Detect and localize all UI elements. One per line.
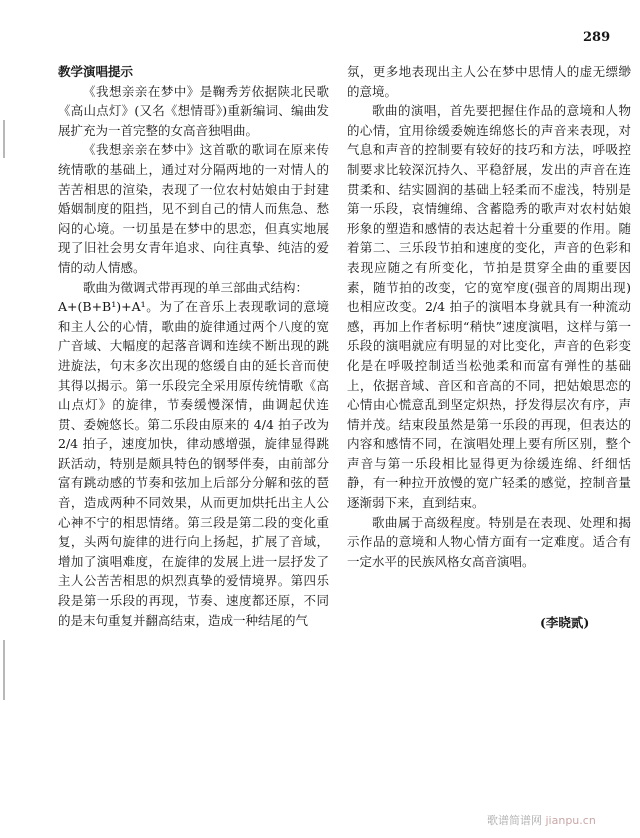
paragraph-difficulty: 歌曲属于高级程度。特别是在表现、处理和揭示作品的意境和人物心情方面有一定难度。适合有一定水平的民族风格女高音演唱。 (347, 514, 631, 569)
scan-edge-mark (3, 640, 5, 700)
section-heading: 教学演唱提示 (58, 64, 134, 79)
paragraph-continued: 氛，更多地表现出主人公在梦中思情人的虚无缥缈的意境。 (347, 64, 631, 99)
watermark (487, 812, 596, 828)
left-column (58, 62, 329, 630)
paragraph-structure: A+(B+B¹)+A¹。为了在音乐上表现歌词的意境和主人公的心情，歌曲的旋律通过两个八度的宽广音域、大幅度的起落音调和连续不断出现的跳进旋法，句末多次出现的悠缓自由的延长音而使其得以揭示。第一乐段完全采用原传统情歌《高山点灯》的旋律，节奏缓慢深情，曲调起伏连贯、委婉悠长。第二乐段由原来的 4/4 拍子改为 2/4 拍子，速度加快，律动感增强，旋律显得跳跃活动，特别是颇具特色的钢琴伴奏，由前部分富有跳动感的节奏和弦加上后部分分解和弦的琶音，造成两种不同效果，从而更加烘托出主人公心神不宁的相思情绪。第三段是第二段的变化重复，头两句旋律的进行向上扬起，扩展了音域，增加了演唱难度，在旋律的发展上进一层抒发了主人公苦苦相思的炽烈真挚的爱情境界。第四乐段是第一乐段的再现，节奏、速度都还原，不同的是末句重复并翻高结束，造成一种结尾的气 (58, 299, 329, 628)
paragraph-form: 歌曲为徵调式带再现的单三部曲式结构： (83, 279, 309, 295)
right-column (347, 62, 631, 571)
watermark-site-url: jianpu.cn (545, 814, 596, 827)
paragraph-intro: 《我想亲亲在梦中》是鞠秀芳依据陕北民歌《高山点灯》(又名《想情哥》)重新编词、编曲发展扩充为一首完整的女高音独唱曲。 (58, 83, 329, 138)
scan-edge-mark (3, 120, 5, 158)
page-number: 289 (583, 30, 611, 45)
watermark-site-name: 歌谱简谱网 (487, 814, 542, 827)
paragraph-lyrics: 《我想亲亲在梦中》这首歌的歌词在原来传统情歌的基础上，通过对分隔两地的一对情人的苦苦相思的渲染，表现了一位农村姑娘由于封建婚姻制度的阻挡，见不到自己的情人而焦急、愁闷的心境。一切虽是在梦中的思恋，但真实地展现了旧社会男女青年追求、向往真挚、纯洁的爱情的动人情感。 (58, 142, 329, 275)
author-signature: (李晓贰) (540, 615, 590, 630)
paragraph-performance: 歌曲的演唱，首先要把握住作品的意境和人物的心情，宜用徐缓委婉连绵悠长的声音来表现，对气息和声音的控制要有较好的技巧和方法，呼吸控制要求比较深沉持久、平稳舒展，发出的声音在连贯柔和、结实圆润的基础上轻柔而不虚浅，特别是第一乐段，哀情缠绵、含蓄隐秀的歌声对农村姑娘形象的塑造和感情的表达起着十分重要的作用。随着第二、三乐段节拍和速度的变化，声音的色彩和表现应随之有所变化，节拍是贯穿全曲的重要因素，随节拍的改变，它的宽窄度(强音的周期出现)也相应改变。2/4 拍子的演唱本身就具有一种流动感，再加上作者标明“稍快”速度演唱，这样与第一乐段的演唱就应有明显的对比变化，声音的色彩变化是在呼吸控制适当松弛柔和而富有弹性的基础上，依据音域、音区和音高的不同，把姑娘思恋的心情由心慌意乱到坚定炽热，抒发得层次有序，声情并茂。结束段虽然是第一乐段的再现，但表达的内容和感情不同，在演唱处理上要有所区别，整个声音与第一乐段相比显得更为徐缓连绵、纤细恬静，有一种拉开放慢的宽广轻柔的感觉，控制音量逐渐弱下来，直到结束。 (347, 103, 631, 511)
